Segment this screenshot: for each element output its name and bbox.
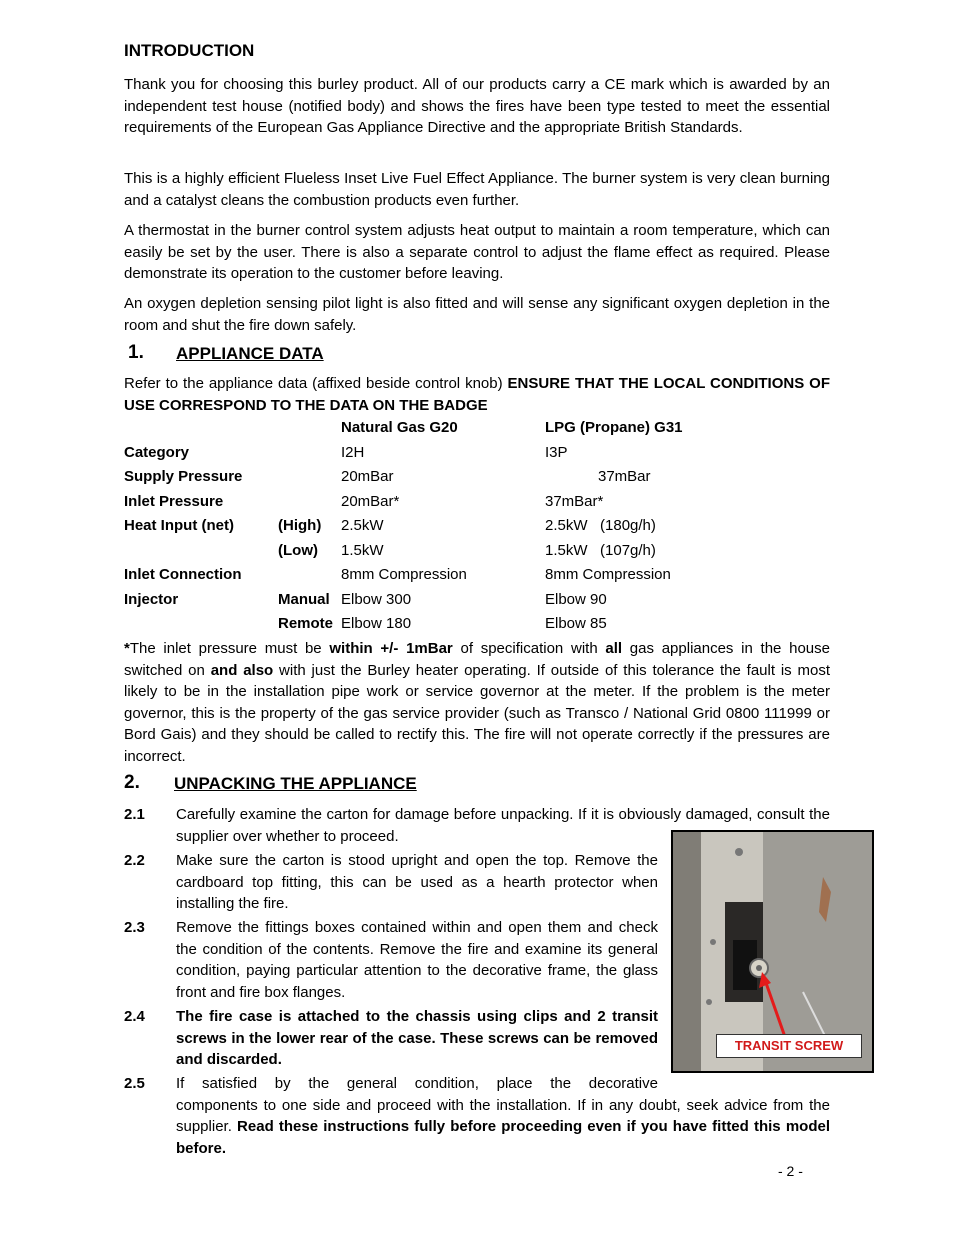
item-text: Remove the fittings boxes contained within and open them and check the condition of the contents. Remove the fire and examine its general condition, paying particular attention to the decorative frame, the glass front and fire box flanges. xyxy=(176,919,658,1001)
row-label-low: (Low) xyxy=(278,541,318,559)
row-label-manual: Manual xyxy=(278,590,330,608)
section-2-number: 2. xyxy=(124,772,140,793)
table-row xyxy=(124,493,830,518)
cell-high-lpg: 2.5kW (180g/h) xyxy=(545,517,656,534)
note-text: gas appliances in the house switched on xyxy=(124,640,830,679)
item-text-continued xyxy=(176,1095,830,1160)
cell-remote-ng: Elbow 180 xyxy=(341,615,412,632)
table-row xyxy=(124,542,830,567)
row-label-supply: Supply Pressure xyxy=(124,468,243,485)
cell-high-ng: 2.5kW xyxy=(341,517,384,534)
note-text: with just the Burley heater operating. If outside of this tolerance the fault is most likely to be in the installation pipe work or service governor at the meter. If the problem is the meter governor, this is the property of the gas service provider (such as Transco / National Grid 0800 111999 or Bord Gais) and they should be called to rectify this. The fire will not operate correctly if the pressures are incorrect. xyxy=(124,661,831,765)
cell-manual-lpg: Elbow 90 xyxy=(545,590,607,608)
note-text-bold: within +/- 1mBar xyxy=(329,640,453,657)
cell-inlet-ng: 20mBar* xyxy=(341,492,400,510)
intro-paragraph-1: Thank you for choosing this burley product. All of our products carry a CE mark which is awarded by an independent test house (notified body) and shows the fires have been type tested to meet the essential requirements of the European Gas Appliance Directive and the appropriate British Standards. xyxy=(124,76,830,136)
item-text: Make sure the carton is stood upright and open the top. Remove the cardboard top fitting, this can be used as a hearth protector when installing the fire. xyxy=(176,852,658,912)
row-label-heat: Heat Input (net) xyxy=(124,517,234,534)
item-text: If satisfied by the general condition, place the decorative xyxy=(176,1075,658,1092)
section-1-title: APPLIANCE DATA xyxy=(176,344,324,363)
cell-manual-ng: Elbow 300 xyxy=(341,590,412,608)
appliance-data-intro xyxy=(124,373,830,416)
item-text: The fire case is attached to the chassis using clips and 2 transit screws in the lower rear of the case. These screws can be removed and discarded. xyxy=(176,1008,658,1068)
table-row xyxy=(124,468,830,493)
cell-remote-lpg: Elbow 85 xyxy=(545,615,607,632)
table-row xyxy=(124,517,830,542)
note-text-bold: and also xyxy=(210,661,274,679)
item-number: 2.5 xyxy=(124,1075,145,1092)
transit-screw-label: TRANSIT SCREW xyxy=(716,1034,862,1058)
item-text-bold: Read these instructions fully before proceeding even if you have fitted this model before. xyxy=(176,1118,830,1157)
cell-supply-lpg: 37mBar xyxy=(598,468,651,485)
row-label-injector: Injector xyxy=(124,590,179,608)
table-row xyxy=(124,591,830,616)
item-text: Carefully examine the carton for damage before unpacking. If it is obviously damaged, consult the supplier over whether to proceed. xyxy=(176,806,830,845)
table-row xyxy=(124,566,830,591)
row-label-category: Category xyxy=(124,443,190,461)
section-1-number: 1. xyxy=(128,342,144,363)
introduction-heading: INTRODUCTION xyxy=(124,41,255,60)
item-number: 2.4 xyxy=(124,1008,145,1025)
appliance-data-intro-text: Refer to the appliance data (affixed beside control knob) xyxy=(124,375,508,392)
cell-category-ng: I2H xyxy=(341,443,365,461)
intro-paragraph-3: A thermostat in the burner control system adjusts heat output to maintain a room temperature, which can easily be set by the user. There is also a separate control to adjust the flame effect as required. Please demonstrate its operation to the customer before leaving. xyxy=(124,222,830,282)
item-number: 2.1 xyxy=(124,806,145,823)
table-header-row xyxy=(124,419,830,444)
page-number: - 2 - xyxy=(778,1163,803,1179)
cell-category-lpg: I3P xyxy=(545,443,568,461)
row-label-remote: Remote xyxy=(278,615,334,632)
cell-connection-lpg: 8mm Compression xyxy=(545,566,671,583)
cell-supply-ng: 20mBar xyxy=(341,468,394,485)
table-row xyxy=(124,444,830,469)
cell-connection-ng: 8mm Compression xyxy=(341,566,467,583)
note-text: The inlet pressure must be xyxy=(129,640,330,657)
table-row xyxy=(124,615,830,640)
col-natural-gas: Natural Gas G20 xyxy=(341,419,458,436)
appliance-data-warning: ENSURE THAT THE LOCAL CONDITIONS OF USE CORRESPOND TO THE DATA ON THE BADGE xyxy=(124,375,830,414)
intro-paragraph-4: An oxygen depletion sensing pilot light is also fitted and will sense any significant oxygen depletion in the room and shut the fire down safely. xyxy=(124,295,830,334)
note-asterisk: * xyxy=(124,640,130,657)
note-text-bold: all xyxy=(605,640,623,657)
inlet-pressure-note xyxy=(124,638,830,767)
row-label-connection: Inlet Connection xyxy=(124,566,242,583)
note-text: of specification with xyxy=(452,640,606,657)
item-text: components to one side and proceed with the installation. If in any doubt, seek advice from the supplier. xyxy=(176,1096,830,1135)
intro-paragraph-2: This is a highly efficient Flueless Inset Live Fuel Effect Appliance. The burner system is very clean burning and a catalyst cleans the combustion products even further. xyxy=(124,170,830,209)
appliance-data-table xyxy=(124,419,830,640)
item-number: 2.3 xyxy=(124,919,145,936)
col-lpg: LPG (Propane) G31 xyxy=(545,419,683,436)
section-2-title: UNPACKING THE APPLIANCE xyxy=(174,774,417,793)
row-label-inlet: Inlet Pressure xyxy=(124,492,224,510)
cell-low-lpg: 1.5kW (107g/h) xyxy=(545,541,656,559)
cell-low-ng: 1.5kW xyxy=(341,541,384,559)
item-number: 2.2 xyxy=(124,852,145,869)
row-label-high: (High) xyxy=(278,517,322,534)
cell-inlet-lpg: 37mBar* xyxy=(545,492,604,510)
